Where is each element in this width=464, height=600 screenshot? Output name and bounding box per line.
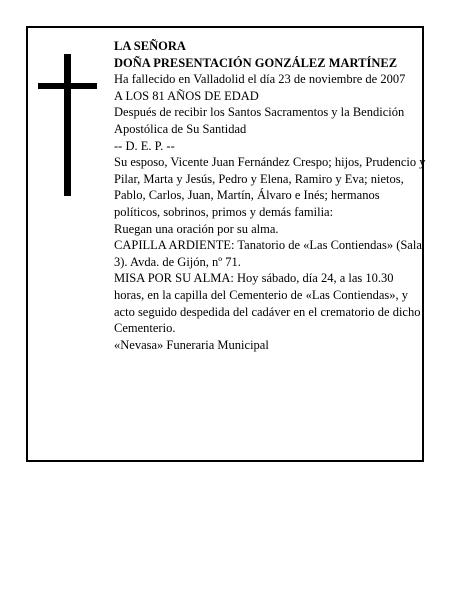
obituary-text — [114, 38, 426, 353]
mass-info: MISA POR SU ALMA: Hoy sábado, día 24, a las 10.30 horas, en la capilla del Cementerio de «Las Contiendas», y acto seguido despedida del cadáver en el crematorio de dicho Cementerio. — [114, 271, 421, 336]
cross-horizontal-bar — [38, 83, 97, 89]
prayer-request: Ruegan una oración por su alma. — [114, 221, 279, 236]
cross-vertical-bar — [64, 54, 71, 196]
death-announcement: Ha fallecido en Valladolid el día 23 de noviembre de 2007 — [114, 72, 406, 87]
deceased-name: DOÑA PRESENTACIÓN GONZÁLEZ MARTÍNEZ — [114, 55, 398, 70]
rip-line: -- D. E. P. -- — [114, 138, 175, 153]
age-line: A LOS 81 AÑOS DE EDAD — [114, 88, 259, 103]
chapel-info: CAPILLA ARDIENTE: Tanatorio de «Las Contiendas» (Sala 3). Avda. de Gijón, nº 71. — [114, 238, 422, 269]
title-line-1: LA SEÑORA — [114, 39, 186, 53]
sacraments-line: Después de recibir los Santos Sacramentos y la Bendición Apostólica de Su Santidad — [114, 105, 405, 136]
funeral-home: «Nevasa» Funeraria Municipal — [114, 337, 269, 352]
family-list: Su esposo, Vicente Juan Fernández Crespo; hijos, Prudencio y Pilar, Marta y Jesús, Pedro y Elena, Ramiro y Eva; nietos, Pablo, Carlos, Juan, Martín, Álvaro e Inés; hermanos políticos, sobrinos, primos y demás familia: — [114, 155, 426, 219]
